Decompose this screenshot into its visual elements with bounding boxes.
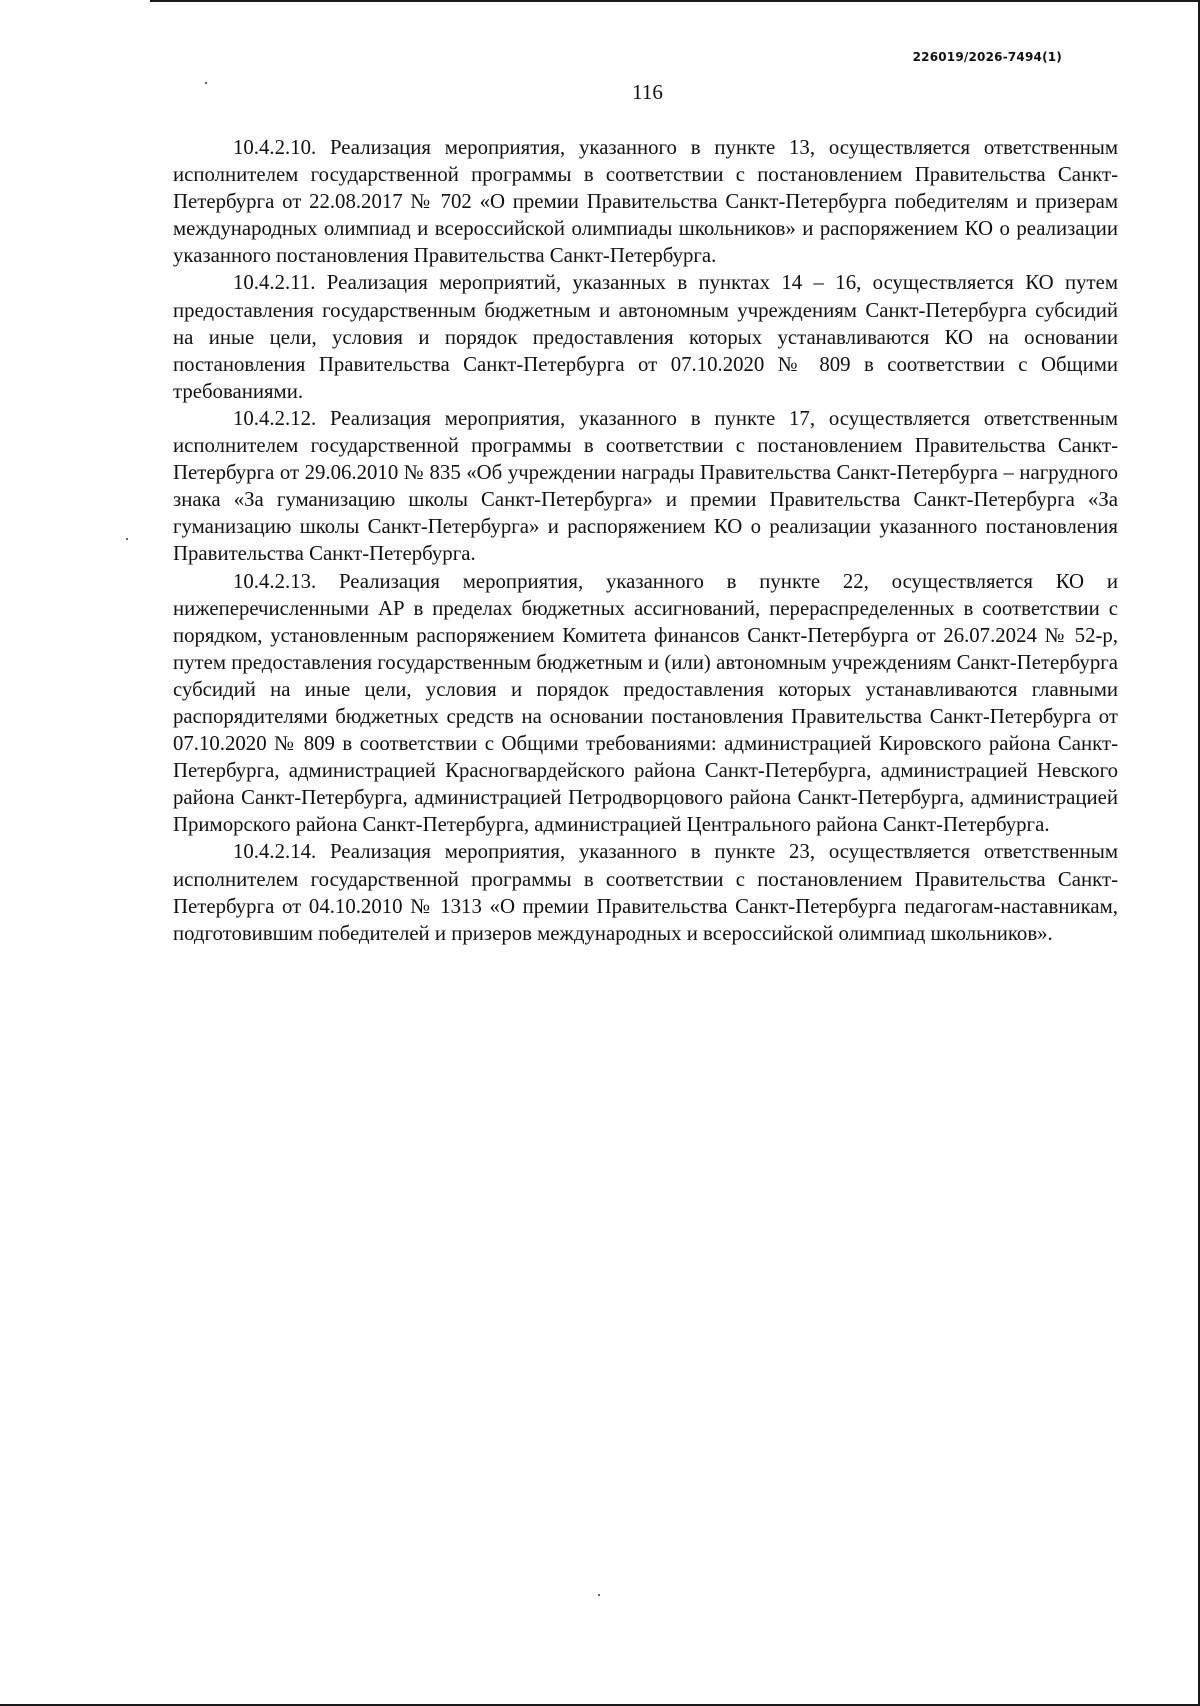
paragraph-10-4-2-12: 10.4.2.12. Реализация мероприятия, указанного в пункте 17, осуществляется ответственным исполнителем государственной программы в соответствии с постановлением Правительства Санкт-Петербурга от 29.06.2010 № 835 «Об учреждении награды Правительства Санкт-Петербурга – нагрудного знака «За гуманизацию школы Санкт-Петербурга» и премии Правительства Санкт-Петербурга «За гуманизацию школы Санкт-Петербурга» и распоряжением КО о реализации указанного постановления Правительства Санкт-Петербурга.: [173, 406, 1118, 566]
document-body: [173, 134, 1118, 947]
document-registration-number: 226019/2026-7494(1): [912, 50, 1062, 64]
scan-speck: [205, 82, 207, 84]
paragraph-10-4-2-10: 10.4.2.10. Реализация мероприятия, указанного в пункте 13, осуществляется ответственным исполнителем государственной программы в соответствии с постановлением Правительства Санкт-Петербурга от 22.08.2017 № 702 «О премии Правительства Санкт-Петербурга победителям и призерам международных олимпиад и всероссийской олимпиады школьников» и распоряжением КО о реализации указанного постановления Правительства Санкт-Петербурга.: [173, 136, 1118, 268]
paragraph-10-4-2-13: 10.4.2.13. Реализация мероприятия, указанного в пункте 22, осуществляется КО и нижеперечисленными АР в пределах бюджетных ассигнований, перераспределенных в соответствии с порядком, установленным распоряжением Комитета финансов Санкт-Петербурга от 26.07.2024 № 52-р, путем предоставления государственным бюджетным и (или) автономным учреждениям Санкт-Петербурга субсидий на иные цели, условия и порядок предоставления которых устанавливаются главными распорядителями бюджетных средств на основании постановления Правительства Санкт-Петербурга от 07.10.2020 № 809 в соответствии с Общими требованиями: администрацией Кировского района Санкт-Петербурга, администрацией Красногвардейского района Санкт-Петербурга, администрацией Невского района Санкт-Петербурга, администрацией Петродворцового района Санкт-Петербурга, администрацией Приморского района Санкт-Петербурга, администрацией Центрального района Санкт-Петербурга.: [173, 569, 1118, 837]
scan-speck: [126, 538, 128, 540]
page-number: 116: [632, 80, 663, 104]
scan-speck: [598, 1594, 600, 1596]
paragraph-10-4-2-14: 10.4.2.14. Реализация мероприятия, указанного в пункте 23, осуществляется ответственным исполнителем государственной программы в соответствии с постановлением Правительства Санкт-Петербурга от 04.10.2010 № 1313 «О премии Правительства Санкт-Петербурга педагогам-наставникам, подготовившим победителей и призеров международных и всероссийской олимпиад школьников».: [173, 840, 1118, 945]
scan-edge-top: [150, 0, 1200, 2]
paragraph-10-4-2-11: 10.4.2.11. Реализация мероприятий, указанных в пунктах 14 – 16, осуществляется КО путем предоставления государственным бюджетным и автономным учреждениям Санкт-Петербурга субсидий на иные цели, условия и порядок предоставления которых устанавливаются КО на основании постановления Правительства Санкт-Петербурга от 07.10.2020 № 809 в соответствии с Общими требованиями.: [173, 271, 1118, 403]
